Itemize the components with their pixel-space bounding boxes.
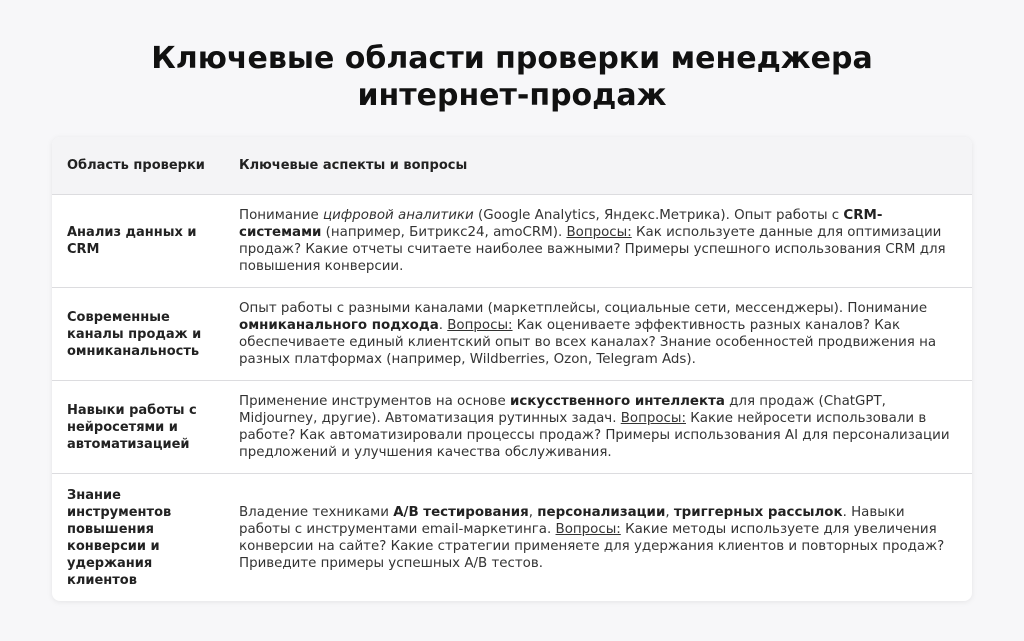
aspects-cell bbox=[239, 207, 957, 275]
questions-label: Вопросы: bbox=[620, 411, 686, 426]
bold-text: триггерных рассылок bbox=[673, 504, 843, 520]
page-title-line-1: Ключевые области проверки менеджера bbox=[151, 41, 873, 76]
text-segment: . Навыки работы с инструментами email-маркетинга. bbox=[239, 504, 905, 537]
questions-label: Вопросы: bbox=[447, 318, 513, 333]
text-segment: Владение техниками bbox=[239, 504, 394, 520]
questions-label: Вопросы: bbox=[555, 521, 621, 537]
text-segment: , bbox=[528, 504, 538, 520]
table-row bbox=[52, 195, 972, 288]
bold-text: A/B тестирования bbox=[393, 504, 529, 520]
criteria-table bbox=[52, 137, 972, 601]
table-row bbox=[52, 381, 972, 474]
aspects-cell bbox=[239, 393, 957, 461]
text-segment: Как используете данные для оптимизации продаж? Какие отчеты считаете наиболее важными? Примеры успешного использования CRM для повышения конверсии. bbox=[239, 225, 946, 274]
table-row bbox=[52, 288, 972, 381]
area-cell: Навыки работы с нейросетями и автоматизацией bbox=[67, 402, 197, 452]
text-segment: , bbox=[665, 504, 674, 520]
text-segment: для продаж (ChatGPT, Midjourney, другие). Автоматизация рутинных задач. bbox=[239, 394, 886, 426]
text-segment: Какие нейросети использовали в работе? Как автоматизировали процессы продаж? Примеры использования AI для персонализации предложений и улучшения качества обслуживания. bbox=[239, 411, 950, 460]
bold-text: персонализации bbox=[537, 504, 666, 520]
page-title bbox=[0, 40, 1024, 114]
aspects-cell bbox=[239, 504, 957, 572]
text-segment: Какие методы используете для увеличения конверсии на сайте? Какие стратегии применяете для удержания клиентов и повторных продаж? Приведите примеры успешных A/B тестов. bbox=[239, 521, 945, 571]
text-segment: Понимание bbox=[239, 208, 323, 223]
table-row bbox=[52, 474, 972, 601]
questions-label: Вопросы: bbox=[566, 225, 632, 240]
header-area: Область проверки bbox=[67, 158, 205, 173]
text-segment: Как оцениваете эффективность разных каналов? Как обеспечиваете единый клиентский опыт во всех каналах? Знание особенностей продвижения на разных платформах (например, Wildberries, Ozon, Telegram Ads). bbox=[239, 318, 937, 367]
emphasis-text: цифровой аналитики bbox=[322, 208, 474, 223]
bold-text: омниканального подхода bbox=[239, 318, 439, 333]
page-title-line-2: интернет-продаж bbox=[357, 78, 667, 113]
text-segment: Опыт работы с разными каналами (маркетплейсы, социальные сети, мессенджеры). Понимание bbox=[239, 301, 928, 316]
text-segment: (Google Analytics, Яндекс.Метрика). Опыт работы с bbox=[473, 208, 844, 223]
text-segment: Применение инструментов на основе bbox=[239, 394, 510, 409]
text-segment: . bbox=[438, 318, 448, 333]
text-segment: (например, Битрикс24, amoCRM). bbox=[321, 225, 567, 240]
bold-text: искусственного интеллекта bbox=[509, 394, 725, 409]
area-cell: Знание инструментов повышения конверсии и удержания клиентов bbox=[67, 487, 172, 588]
header-aspects: Ключевые аспекты и вопросы bbox=[239, 158, 468, 173]
area-cell: Анализ данных и CRM bbox=[67, 225, 197, 257]
aspects-cell bbox=[239, 300, 957, 368]
area-cell: Современные каналы продаж и омниканальность bbox=[67, 309, 202, 359]
table-header-row bbox=[52, 137, 972, 195]
bold-text: CRM-системами bbox=[239, 208, 883, 240]
